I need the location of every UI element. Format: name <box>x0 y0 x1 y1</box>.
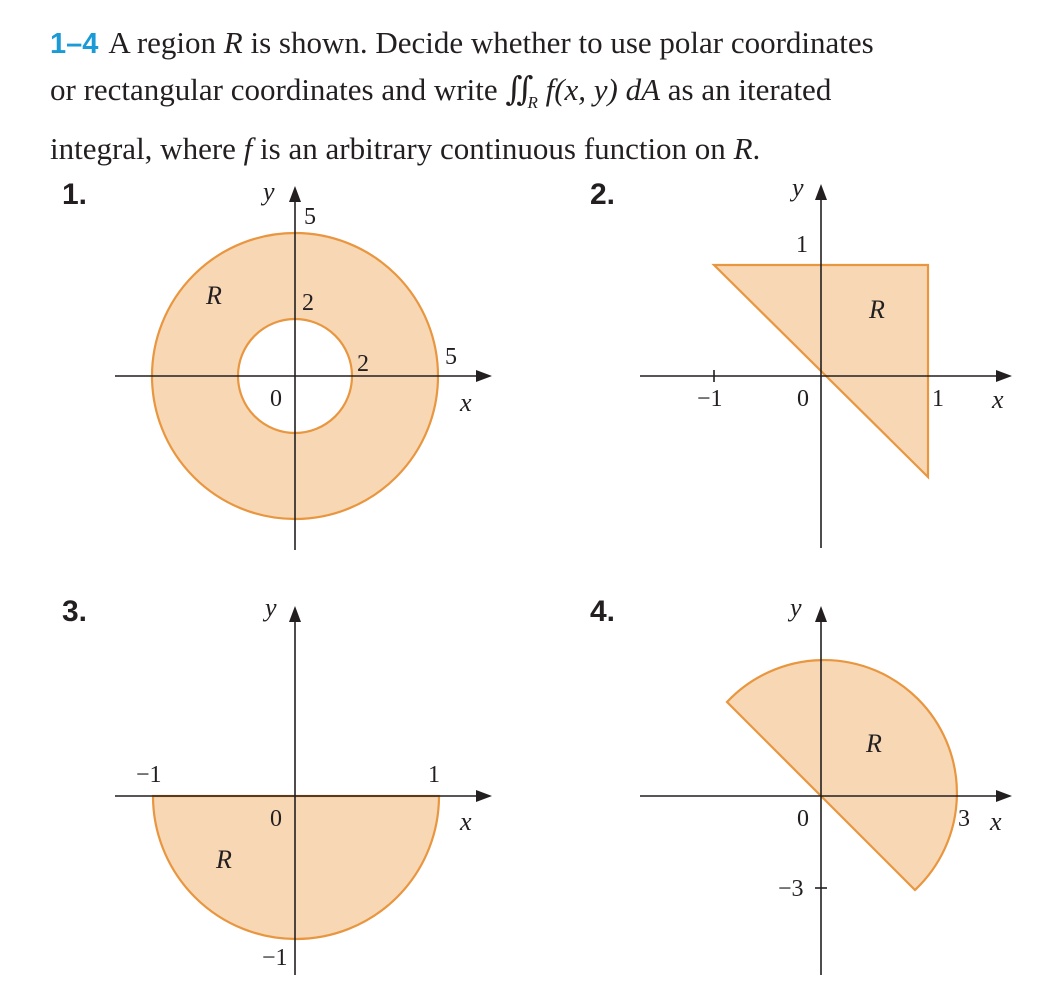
figure-3-region-label: R <box>216 845 232 874</box>
double-integral-sign: ∬ <box>505 72 528 108</box>
statement-line-1: 1–4 A region R is shown. Decide whether to use polar coordinates <box>50 25 874 60</box>
figure-1-x-label: x <box>460 388 472 417</box>
figure-2-x-pos-label: 1 <box>932 386 944 412</box>
figure-3-region <box>153 796 439 939</box>
figure-3-x-neg-label: −1 <box>136 762 162 788</box>
figure-1-y-arrow <box>289 186 301 202</box>
figure-2-x-arrow <box>996 370 1012 382</box>
figure-2-x-label: x <box>992 385 1004 414</box>
figure-3-x-label: x <box>460 807 472 836</box>
integrand: f(x, y) dA <box>537 72 661 107</box>
figure-1-y-inner-label: 2 <box>302 290 314 316</box>
figure-1-x-inner-label: 2 <box>357 351 369 377</box>
exercise-range: 1–4 <box>50 28 99 60</box>
figure-4-x-pos-label: 3 <box>958 806 970 832</box>
problem-number-4: 4. <box>590 595 616 628</box>
problem-number-2: 2. <box>590 178 616 211</box>
figure-4-y-label: y <box>790 593 802 622</box>
figure-2-origin-label: 0 <box>797 386 809 412</box>
figure-3 <box>115 593 492 975</box>
figure-4-region <box>727 660 957 890</box>
figure-2-y-arrow <box>815 184 827 200</box>
figure-4-origin-label: 0 <box>797 806 809 832</box>
figure-4-x-arrow <box>996 790 1012 802</box>
figure-1-y-outer-label: 5 <box>304 204 316 230</box>
problem-number-1: 1. <box>62 178 88 211</box>
problem-number-3: 3. <box>62 595 88 628</box>
figure-1 <box>115 177 492 550</box>
figure-3-x-arrow <box>476 790 492 802</box>
figure-2-region-label: R <box>869 295 885 324</box>
figure-2-y-pos-label: 1 <box>796 232 808 258</box>
figure-3-y-arrow <box>289 606 301 622</box>
figure-2 <box>640 173 1012 548</box>
figure-4-region-label: R <box>866 729 882 758</box>
figure-4-x-label: x <box>990 807 1002 836</box>
figure-1-y-label: y <box>263 177 275 206</box>
figure-4 <box>640 593 1012 975</box>
figure-2-x-neg-label: −1 <box>697 386 723 412</box>
figure-3-y-neg-label: −1 <box>262 945 288 971</box>
figure-3-y-label: y <box>265 593 277 622</box>
figure-4-y-neg-label: −3 <box>778 876 804 902</box>
statement-line-3: integral, where f is an arbitrary continuous function on R. <box>50 131 761 166</box>
figure-4-y-arrow <box>815 606 827 622</box>
figure-3-origin-label: 0 <box>270 806 282 832</box>
figure-1-x-arrow <box>476 370 492 382</box>
figure-1-origin-label: 0 <box>270 386 282 412</box>
statement-line-2: or rectangular coordinates and write $∬_R$ f(x, y) dA as an iterated <box>50 72 832 112</box>
figure-3-x-pos-label: 1 <box>428 762 440 788</box>
figure-2-y-label: y <box>792 173 804 202</box>
figure-1-x-outer-label: 5 <box>445 344 457 370</box>
figure-1-region-label: R <box>206 281 222 310</box>
